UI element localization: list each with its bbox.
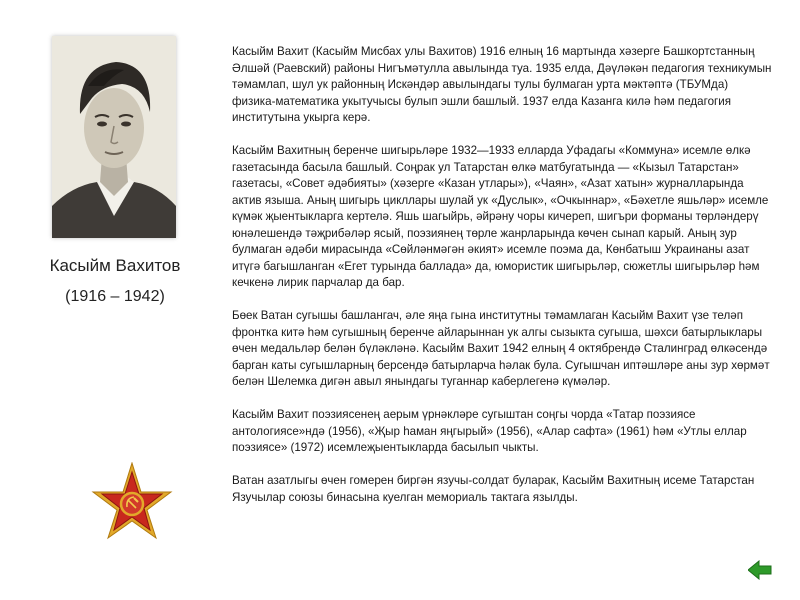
biography-text <box>232 44 772 523</box>
back-arrow-icon <box>748 560 772 580</box>
paragraph: Касыйм Вахит (Касыйм Мисбах улы Вахитов) 1916 елның 16 мартында хәзерге Башкортстанның Әлшәй (Раевский) районы Нигъмәтулла авылында туа. 1935 елда, Дәүләкән педагогия техникумын тәмамлап, шул ук районның Искәндәр авылындагы тулы булмаган урта мәктәптә (ТБУМда) физика-математика укытучысы булып эшли башлый. 1937 елда Казанга килә һәм педагогия институтына укырга керә. <box>232 45 772 124</box>
paragraph: Касыйм Вахитның беренче шигырьләре 1932—1933 елларда Уфадагы «Коммуна» исемле өлкә газетасында басыла башлый. Соңрак ул Татарстан өлкә матбугатында — «Кызыл Татарстан» газетасы, «Совет әдәбияты» (хәзерге «Казан утлары»), «Чаян», «Азат хатын» журналларында актив языша. Аның шигырь цикллары шулай ук «Дуслык», «Очкыннар», «Бәхетле яшьләр» исемле күмәк җыентыкларга кертелә. Яшь шагыйрь, әйрәну чоры кичереп, шигъри форманы төрләндерү юнәлешендә тәҗрибәләр ясый, поэзиянең төрле жанрларында көчен сынап карый. Аның зур булмаган әдәби мирасында «Сөйләнмәгән әкият» исемле поэма да, Көнбатыш Украинаны азат итүгә багышланган «Егет турында баллада» да, юмористик шигырьләр, сюжетлы шигырьләр һәм кечкенә лирик парчалар да бар. <box>232 144 769 289</box>
person-years: (1916 – 1942) <box>65 288 165 305</box>
order-of-patriotic-war-icon <box>90 462 174 551</box>
back-button[interactable] <box>748 560 772 580</box>
person-name: Касыйм Вахитов <box>49 256 181 275</box>
portrait-photo <box>52 36 176 238</box>
portrait-icon <box>52 36 176 238</box>
paragraph: Бөек Ватан сугышы башлангач, әле яңа гына институтны тәмамлаган Касыйм Вахит үзе теләп фронтка китә һәм сугышның беренче айларыннан ук алгы сызыкта сугыша, шәхси батырлыклары өчен медальләр белән бүләкләнә. Касыйм Вахит 1942 елның 4 октябрендә Сталинград өлкәсендә барган каты сугышларның берсендә батырларча һәлак була. Сугышчан иптәшләре аны зур хөрмәт белән Шелемка дигән авыл янындагы туганнар каберлегенә күмәләр. <box>232 309 770 388</box>
paragraph: Ватан азатлыгы өчен гомерен биргән язучы-солдат буларак, Касыйм Вахитның исеме Татарстан Язучылар союзы бинасына куелган мемориаль тактага язылды. <box>232 474 755 504</box>
paragraph: Касыйм Вахит поэзиясенең аерым үрнәкләре сугыштан соңгы чорда «Татар поэзиясе антологиясе»ндә (1956), «Җыр һаман яңгырый» (1956), «Алар сафта» (1961) һәм «Утлы еллар поэзиясе» (1972) исемлеҗыентыкларда басылып чыкты. <box>232 408 747 454</box>
